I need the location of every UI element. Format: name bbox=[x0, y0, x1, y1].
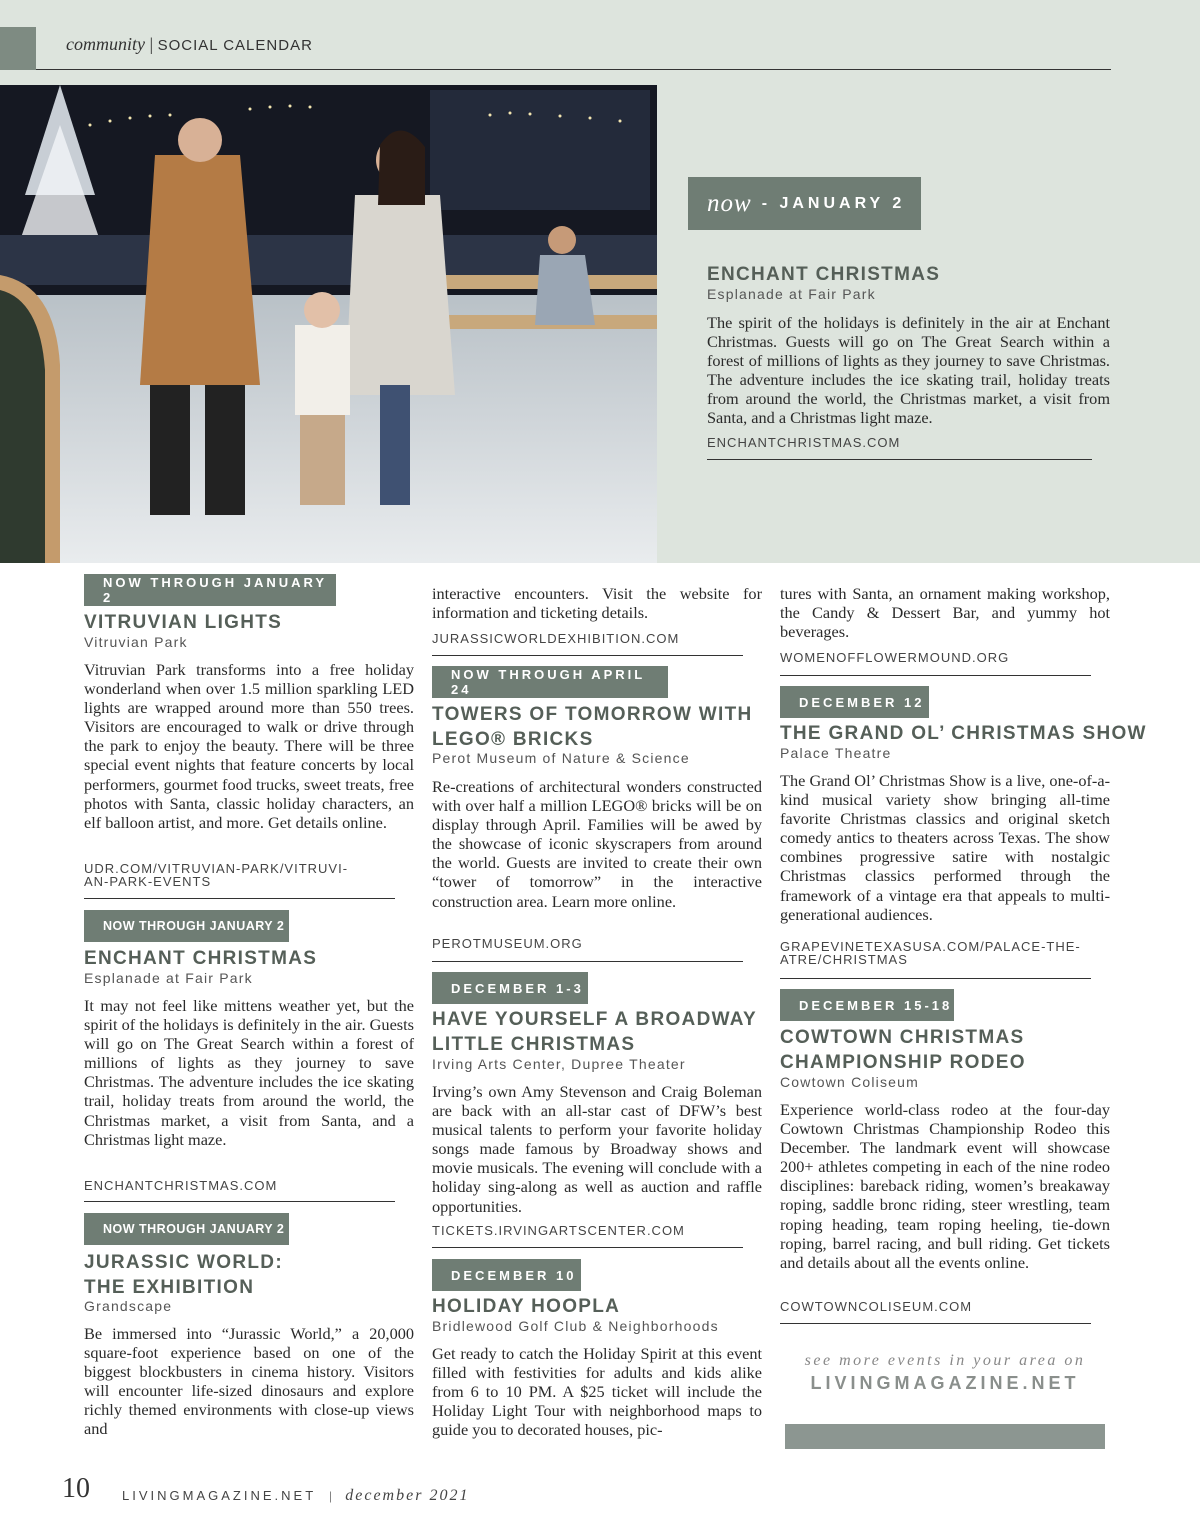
footer-magazine: LIVINGMAGAZINE.NET bbox=[122, 1488, 317, 1503]
event-date-badge: DECEMBER 1-3 bbox=[432, 972, 588, 1004]
event-rule bbox=[432, 1247, 743, 1248]
event-body: Experience world-class rodeo at the four-day Cowtown Christmas Championship Rodeo this December. The landmark event will showcase 200+ athletes competing in each of the nine rodeo disciplines: bareback riding, women’s breakaway roping, saddle bronc riding, steer wrestling, team roping heading, team roping heeling, tie-down roping, barrel racing, and bull riding. Get tickets and details about all the events online. bbox=[780, 1100, 1110, 1272]
event-venue: Irving Arts Center, Dupree Theater bbox=[432, 1056, 686, 1072]
more-events-link[interactable]: LIVINGMAGAZINE.NET bbox=[810, 1373, 1080, 1393]
decorative-bar bbox=[785, 1424, 1105, 1449]
event-date-badge: NOW THROUGH APRIL 24 bbox=[432, 666, 668, 698]
section-tab-marker bbox=[0, 27, 36, 70]
event-body: The Grand Ol’ Christmas Show is a live, one-of-a-kind musical variety show bringing all-time favorite Christmas classics and original sketch comedy antics to theaters across Texas. The show combines progressive satire with nostalgic Christmas classics performed through the framework of a vintage era that appeals to multi-generational audiences. bbox=[780, 771, 1110, 924]
event-body: Be immersed into “Jurassic World,” a 20,000 square-foot experience based on one of the biggest blockbusters in cinema history. Visitors will encounter life-sized dinosaurs and explore richly themed environments with close-up views and bbox=[84, 1324, 414, 1439]
section-header bbox=[66, 34, 313, 55]
event-link[interactable] bbox=[84, 862, 348, 888]
event-link[interactable]: WOMENOFFLOWERMOUND.ORG bbox=[780, 650, 1010, 665]
event-title: ENCHANT CHRISTMAS bbox=[84, 948, 318, 969]
event-venue: Esplanade at Fair Park bbox=[84, 970, 253, 986]
event-rule bbox=[780, 1323, 1091, 1324]
event-link[interactable]: PEROTMUSEUM.ORG bbox=[432, 936, 583, 951]
more-events-prompt: see more events in your area on bbox=[804, 1352, 1086, 1369]
event-body: Re-creations of architectural wonders constructed with over half a million LEGO® bricks will be on display through April. Families will be awed by the showcase of iconic skyscrapers from around the world. Guests are invited to create their own “tower of tomorrow” in the interactive construction area. Learn more online. bbox=[432, 777, 762, 911]
event-title-line1: TOWERS OF TOMORROW WITH bbox=[432, 704, 753, 725]
event-title bbox=[432, 1007, 757, 1057]
event-link[interactable]: COWTOWNCOLISEUM.COM bbox=[780, 1299, 973, 1314]
event-body-continued: tures with Santa, an ornament making workshop, the Candy & Dessert Bar, and yummy hot beverages. bbox=[780, 584, 1110, 642]
subsection-label: SOCIAL CALENDAR bbox=[157, 37, 313, 54]
event-title-line2: LITTLE CHRISTMAS bbox=[432, 1034, 636, 1055]
footer-separator: | bbox=[329, 1488, 332, 1503]
event-venue: Vitruvian Park bbox=[84, 634, 188, 650]
featured-date-badge bbox=[688, 177, 921, 230]
event-rule bbox=[84, 1201, 395, 1202]
event-title-line1: COWTOWN CHRISTMAS bbox=[780, 1027, 1025, 1048]
featured-link[interactable]: ENCHANTCHRISTMAS.COM bbox=[707, 435, 901, 450]
event-title-line2: LEGO® BRICKS bbox=[432, 729, 594, 750]
event-link[interactable]: TICKETS.IRVINGARTSCENTER.COM bbox=[432, 1223, 685, 1238]
event-rule bbox=[432, 655, 743, 656]
event-rule bbox=[432, 961, 743, 962]
event-body-continued: interactive encounters. Visit the website for information and ticketing details. bbox=[432, 584, 762, 623]
event-rule bbox=[780, 978, 1091, 979]
featured-title: ENCHANT CHRISTMAS bbox=[707, 264, 941, 285]
event-date-badge: DECEMBER 15-18 bbox=[780, 989, 954, 1021]
badge-date-label: - JANUARY 2 bbox=[761, 194, 906, 212]
event-title: HOLIDAY HOOPLA bbox=[432, 1296, 621, 1317]
event-venue: Perot Museum of Nature & Science bbox=[432, 750, 690, 766]
event-link-line2: ATRE/CHRISTMAS bbox=[780, 952, 908, 967]
event-title bbox=[780, 1025, 1026, 1075]
header-rule bbox=[36, 69, 1111, 70]
section-label: community bbox=[66, 34, 145, 54]
event-link[interactable] bbox=[780, 940, 1081, 966]
event-link-line1: UDR.COM/VITRUVIAN-PARK/VITRUVI- bbox=[84, 861, 349, 876]
event-title: THE GRAND OL’ CHRISTMAS SHOW bbox=[780, 723, 1147, 744]
event-link[interactable]: JURASSICWORLDEXHIBITION.COM bbox=[432, 631, 680, 646]
event-date-badge: DECEMBER 12 bbox=[780, 686, 929, 718]
event-title-line2: CHAMPIONSHIP RODEO bbox=[780, 1052, 1026, 1073]
page-number: 10 bbox=[62, 1473, 90, 1504]
featured-venue: Esplanade at Fair Park bbox=[707, 286, 876, 302]
event-body: Get ready to catch the Holiday Spirit at this event filled with festivities for adults and kids alike from 6 to 10 PM. A $25 ticket will include the Holiday Light Tour with neighborhood maps to guide you to decorated houses, pic- bbox=[432, 1344, 762, 1440]
event-title-line1: HAVE YOURSELF A BROADWAY bbox=[432, 1009, 758, 1030]
ice-skating-photo bbox=[0, 85, 657, 563]
event-date-badge: NOW THROUGH JANUARY 2 bbox=[84, 1213, 289, 1245]
event-venue: Palace Theatre bbox=[780, 745, 892, 761]
event-link[interactable]: ENCHANTCHRISTMAS.COM bbox=[84, 1178, 278, 1193]
badge-now-label: now bbox=[707, 189, 752, 217]
event-date-badge: NOW THROUGH JANUARY 2 bbox=[84, 574, 336, 606]
event-date-badge: NOW THROUGH JANUARY 2 bbox=[84, 910, 289, 942]
event-body: Vitruvian Park transforms into a free holiday wonderland when over 1.5 million sparkling LED lights are wrapped around more than 550 trees. Visitors are encouraged to walk or drive through the park to enjoy the beauty. There will be three special event nights that feature concerts by local performers, gourmet food trucks, sweet treats, free photos with Santa, classic holiday characters, an elf balloon artist, and more. Get details online. bbox=[84, 660, 414, 832]
event-venue: Bridlewood Golf Club & Neighborhoods bbox=[432, 1318, 719, 1334]
section-separator: | bbox=[149, 34, 154, 54]
event-title: VITRUVIAN LIGHTS bbox=[84, 612, 283, 633]
page-footer bbox=[122, 1487, 469, 1505]
event-title-line2: THE EXHIBITION bbox=[84, 1277, 255, 1298]
event-rule bbox=[84, 898, 395, 899]
event-body: It may not feel like mittens weather yet, but the spirit of the holidays is definitely in the air. Guests will go on The Great Search within a forest of millions of lights as they journey to save Christmas. The adventure includes the ice skating trail, holiday treats from around the world, the Christmas market, a visit from Santa, and a Christmas light maze. bbox=[84, 996, 414, 1149]
event-venue: Grandscape bbox=[84, 1298, 173, 1314]
event-link-line2: AN-PARK-EVENTS bbox=[84, 874, 212, 889]
featured-rule bbox=[707, 459, 1092, 460]
featured-body: The spirit of the holidays is definitely in the air at Enchant Christmas. Guests will go on The Great Search within a forest of millions of lights as they journey to save Christmas. The adventure includes the ice skating trail, holiday treats from around the world, the Christmas market, a visit from Santa, and a Christmas light maze. bbox=[707, 313, 1110, 428]
event-title-line1: JURASSIC WORLD: bbox=[84, 1252, 283, 1273]
event-body: Irving’s own Amy Stevenson and Craig Boleman are back with an all-star cast of DFW’s best musical talents to perform your favorite holiday songs made famous by Broadway shows and movie musicals. The evening will conclude with a holiday sing-along as well as auction and raffle opportunities. bbox=[432, 1082, 762, 1216]
event-rule bbox=[780, 675, 1091, 676]
event-date-badge: DECEMBER 10 bbox=[432, 1259, 581, 1291]
event-venue: Cowtown Coliseum bbox=[780, 1074, 920, 1090]
event-title bbox=[84, 1250, 283, 1300]
event-link-line1: GRAPEVINETEXASUSA.COM/PALACE-THE- bbox=[780, 939, 1081, 954]
event-title bbox=[432, 702, 753, 752]
footer-issue: december 2021 bbox=[345, 1487, 470, 1504]
